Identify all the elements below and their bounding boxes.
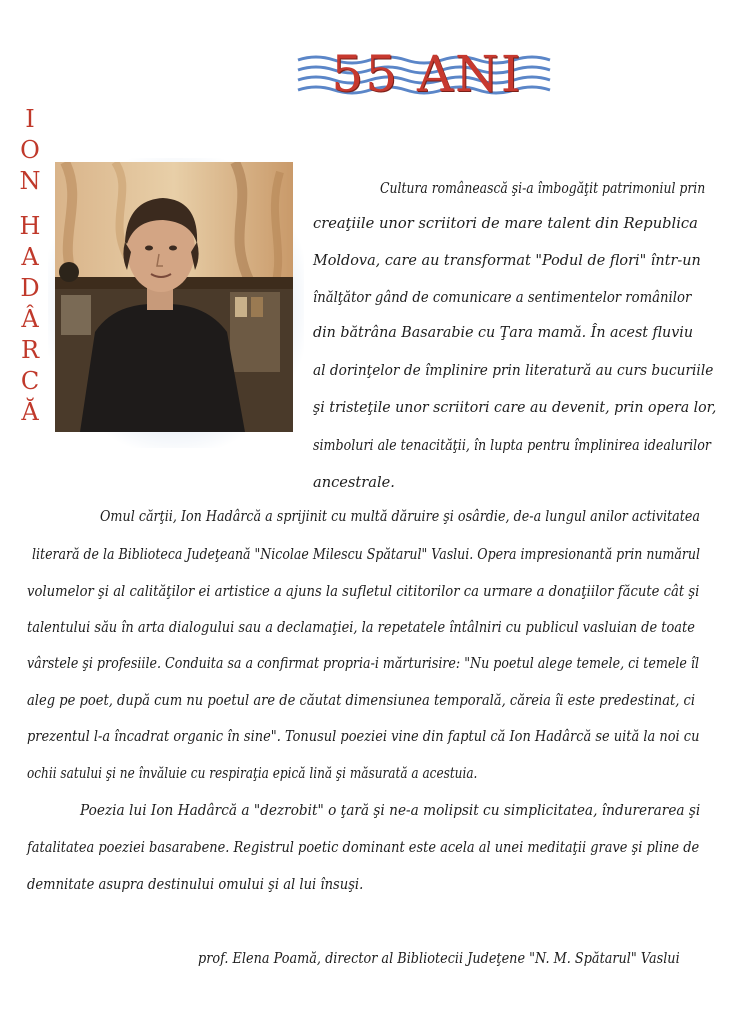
paragraph3-line: Poezia lui Ion Hadârcă a "dezrobit" o ţară şi ne-a molipsit cu simplicitatea, îndurerarea şi (80, 802, 701, 819)
vertical-author-name (14, 104, 46, 428)
paragraph2-line: volumelor şi al calităţilor ei artistice a ajuns la sufletul cititorilor ca urmare a donaţiilor făcute cât şi (27, 583, 700, 600)
paragraph2-line: vârstele şi profesiile. Conduita sa a confirmat propria-i mărturisire: "Nu poetul alege temele, ci temele îl (27, 655, 699, 672)
vertical-name-letter: I (25, 105, 35, 133)
intro-line: din bătrâna Basarabie cu Ţara mamă. În acest fluviu (313, 324, 694, 341)
vertical-name-letter: O (20, 136, 40, 164)
paragraph2-line: prezentul l-a încadrat organic în sine". Tonusul poeziei vine din faptul că Ion Hadârcă se uită la noi cu (27, 728, 700, 745)
paragraph2-line: ochii satului şi ne învăluie cu respiraţia epică lină şi măsurată a acestuia. (27, 765, 478, 782)
title-banner (296, 46, 558, 102)
vertical-name-letter: Ă (21, 398, 39, 426)
vertical-name-letter: C (20, 367, 40, 395)
intro-line: înălţător gând de comunicare a sentimentelor românilor (313, 289, 692, 306)
paragraph2-line: talentului său în arta dialogului sau a declamaţiei, la repetatele întâlniri cu publicul vasluian de toate (27, 619, 695, 636)
page-title: 55 ANI (331, 45, 523, 103)
intro-line: al dorinţelor de împlinire prin literatură au curs bucuriile (313, 362, 714, 379)
intro-line: simboluri ale tenacităţii, în lupta pentru împlinirea idealurilor (313, 437, 711, 454)
paragraph2-line: aleg pe poet, după cum nu poetul are de căutat dimensiunea temporală, căreia îi este predestinat, ci (27, 692, 696, 709)
vertical-name-letter: R (20, 336, 40, 364)
vertical-name-letter: N (19, 167, 41, 195)
paragraph2-line: literară de la Biblioteca Judeţeană "Nicolae Milescu Spătarul" Vaslui. Opera impresionantă prin numărul (32, 546, 701, 563)
vertical-name-letter: Â (21, 305, 39, 333)
vertical-name-letter: D (20, 274, 40, 302)
intro-line: Cultura românească şi-a îmbogăţit patrimoniul prin (380, 180, 706, 197)
author-photo (55, 162, 293, 432)
vertical-name-letter: H (19, 212, 41, 240)
paragraph3-line: fatalitatea poeziei basarabene. Registrul poetic dominant este acela al unei meditaţii grave şi pline de (27, 839, 700, 856)
intro-line: şi tristeţile unor scriitori care au devenit, prin opera lor, (313, 399, 717, 416)
vertical-name-letter: A (21, 243, 39, 271)
paragraph2-line: Omul cărţii, Ion Hadârcă a sprijinit cu multă dăruire şi osârdie, de-a lungul anilor activitatea (100, 508, 700, 525)
intro-line: Moldova, care au transformat "Podul de flori" într-un (313, 252, 701, 269)
intro-line: ancestrale. (313, 474, 395, 491)
signature-line: prof. Elena Poamă, director al Bibliotecii Judeţene "N. M. Spătarul" Vaslui (198, 950, 680, 967)
intro-line: creaţiile unor scriitori de mare talent din Republica (313, 215, 698, 232)
paragraph3-line: demnitate asupra destinului omului şi al lui însuşi. (27, 876, 364, 893)
